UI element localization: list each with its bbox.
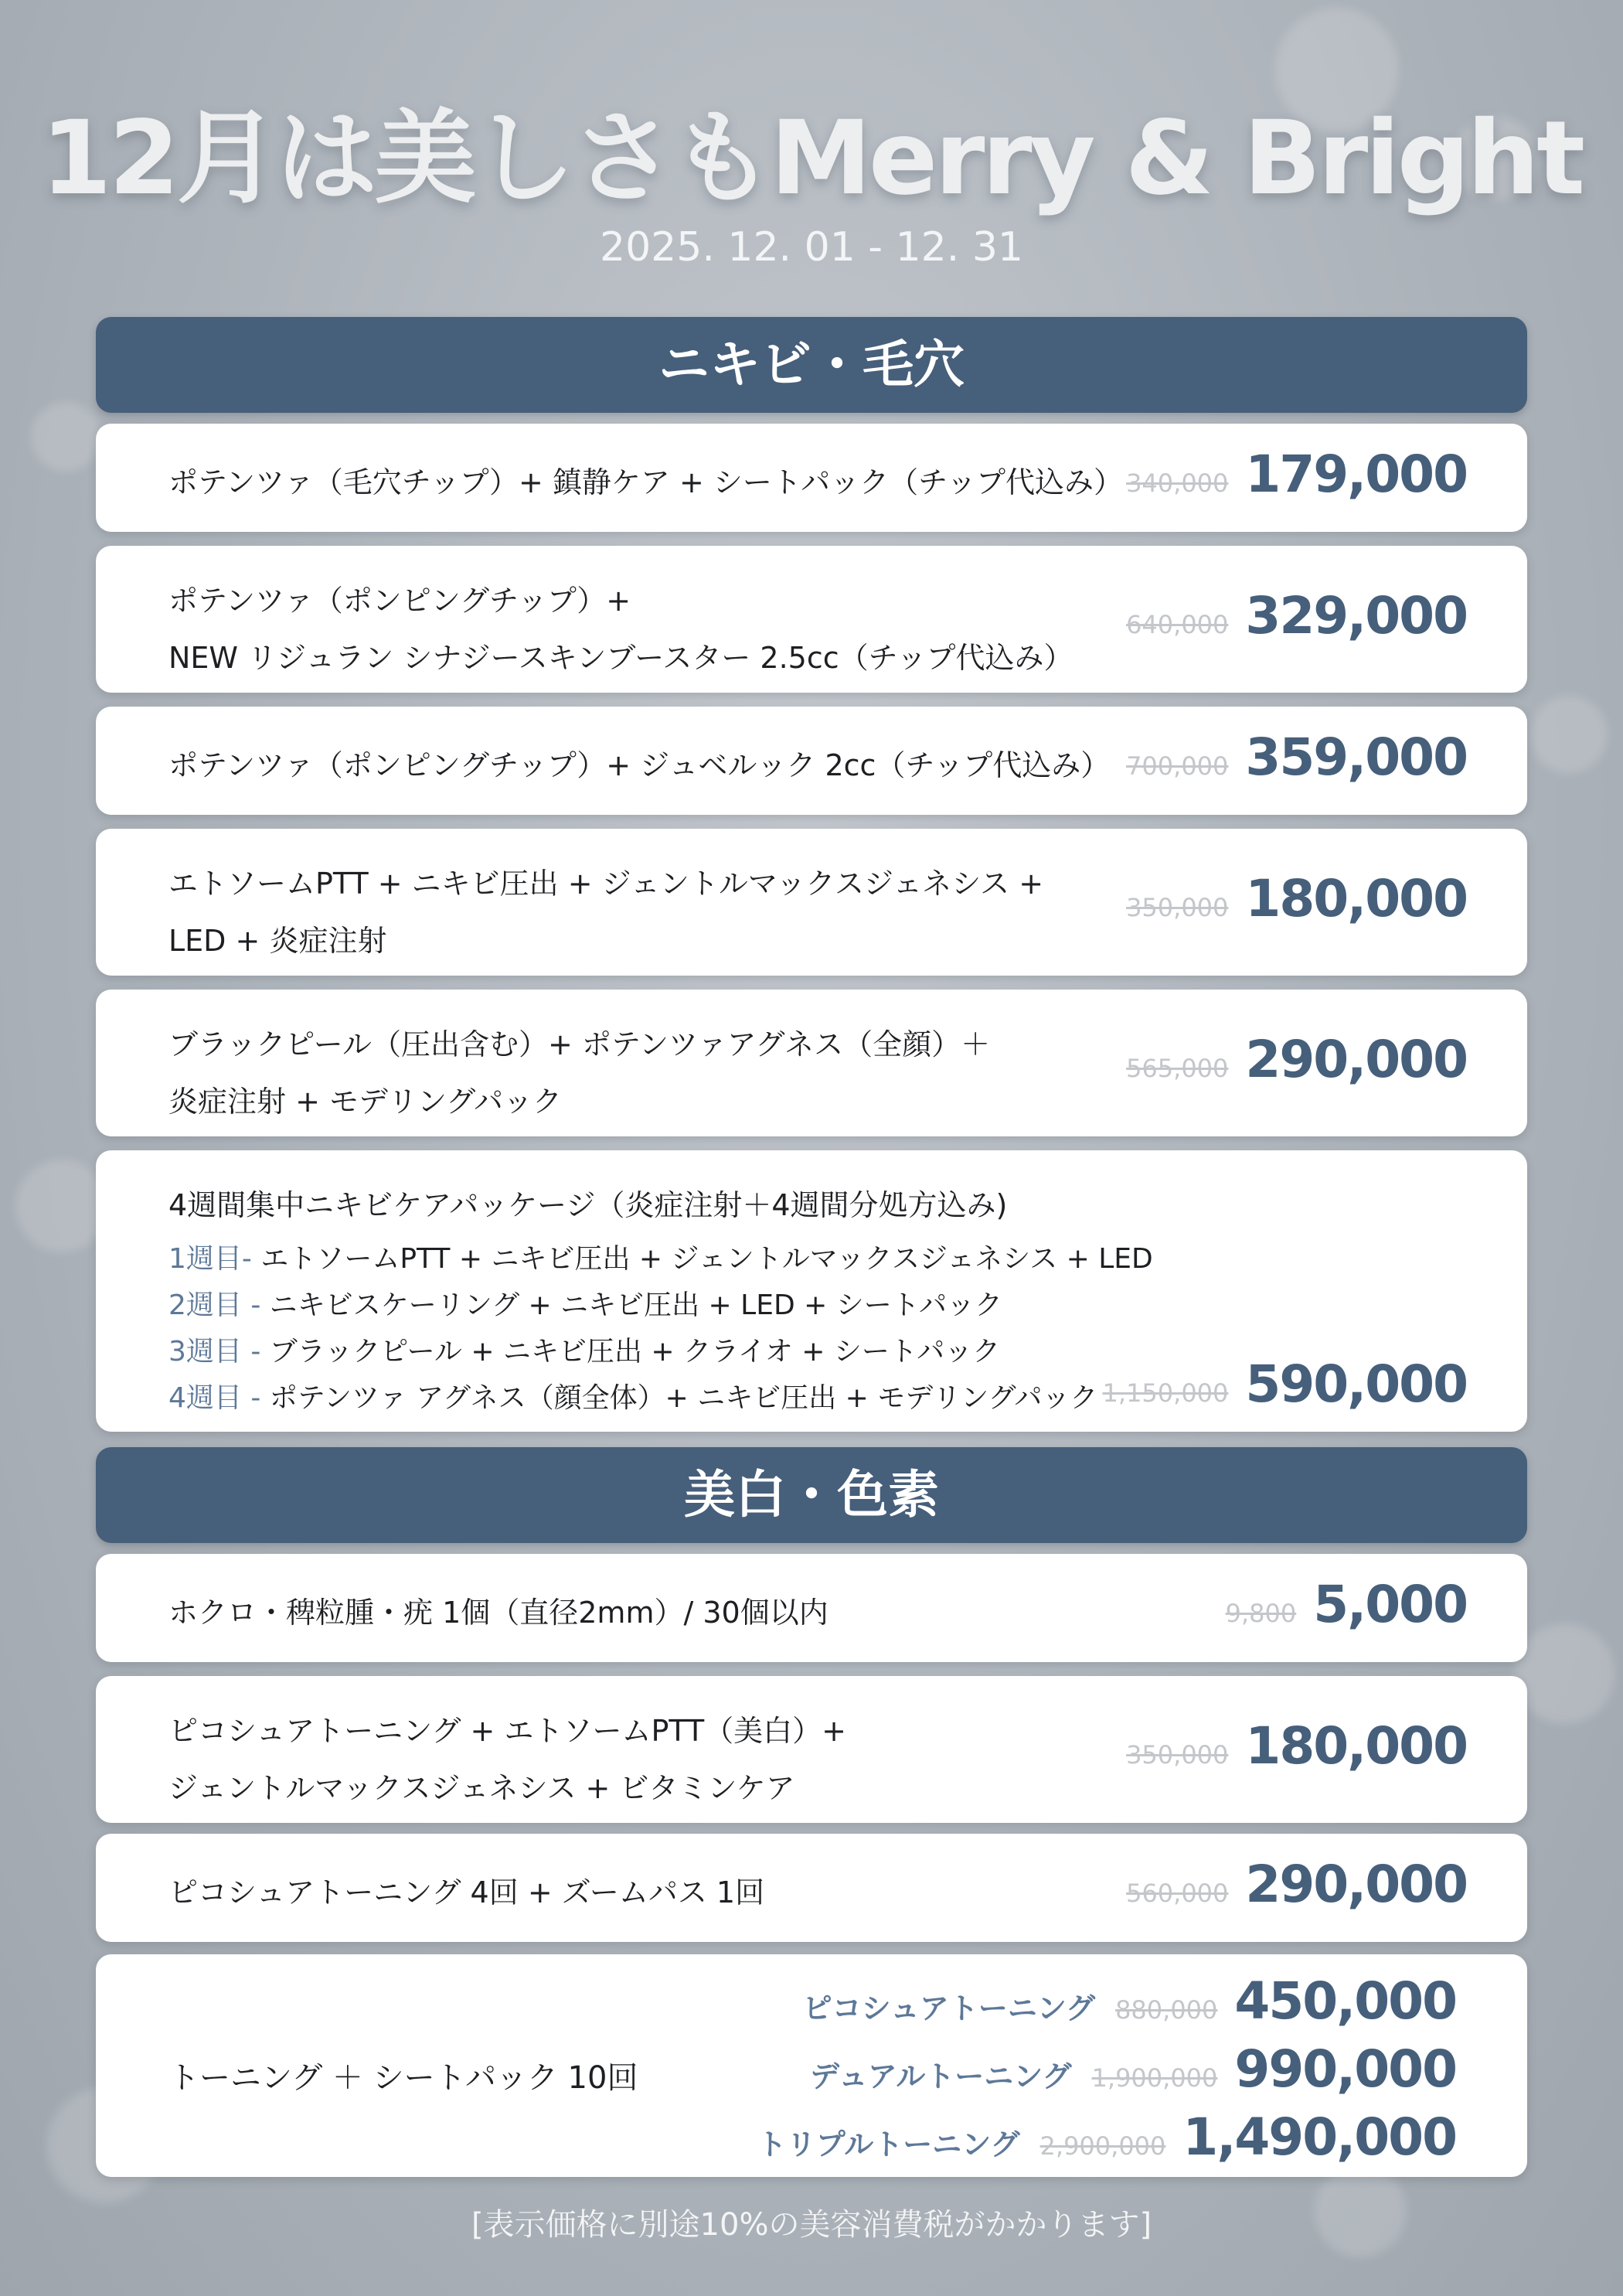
toning-label: トーニング ＋ シートパック 10回 (168, 2060, 638, 2096)
price-group (1126, 1030, 1467, 1089)
item-description-line-2: 炎症注射 + モデリングパック (168, 1085, 562, 1119)
sale-price: 450,000 (1234, 1971, 1456, 2031)
section-heading-acne-pores: ニキビ・毛穴 (96, 317, 1527, 413)
week-text: エトソームPTT + ニキビ圧出 + ジェントルマックスジェネシス + LED (251, 1243, 1153, 1275)
sale-price: 359,000 (1245, 727, 1467, 787)
toning-card (96, 1954, 1527, 2177)
item-description: ホクロ・稗粒腫・疣 1個（直径2mm）/ 30個以内 (168, 1596, 829, 1630)
week-label: 2週目 - (168, 1289, 261, 1321)
week-row (168, 1283, 1002, 1323)
original-price: 350,000 (1126, 1740, 1229, 1770)
original-price: 340,000 (1126, 468, 1229, 498)
toning-option (757, 2107, 1456, 2167)
sale-price: 180,000 (1245, 1716, 1467, 1776)
original-price: 1,900,000 (1091, 2063, 1218, 2093)
item-description-line-1: ポテンツァ（ポンピングチップ）+ (168, 584, 631, 618)
week-row (168, 1330, 1000, 1369)
week-row (168, 1376, 1097, 1415)
item-description-line-2: NEW リジュラン シナジースキンブースター 2.5cc（チップ代込み） (168, 641, 1073, 675)
price-group (1226, 1575, 1467, 1634)
menu-item (96, 1834, 1527, 1942)
price-group (1126, 1716, 1467, 1776)
sale-price: 290,000 (1245, 1855, 1467, 1914)
package-card (96, 1150, 1527, 1432)
menu-item (96, 1554, 1527, 1662)
item-description-line-2: ジェントルマックスジェネシス + ビタミンケア (168, 1771, 795, 1805)
sale-price: 290,000 (1245, 1030, 1467, 1089)
toning-option-name: ピコシュアトーニング (802, 1991, 1096, 2025)
week-text: ブラックピール + ニキビ圧出 + クライオ + シートパック (260, 1336, 1001, 1368)
item-description: ポテンツァ（毛穴チップ）+ 鎮静ケア + シートパック（チップ代込み） (168, 465, 1123, 499)
item-description-line-1: ピコシュアトーニング + エトソームPTT（美白）+ (168, 1714, 846, 1748)
item-description-line-1: ブラックピール（圧出含む）+ ポテンツァアグネス（全顔）＋ (168, 1027, 991, 1061)
menu-item (96, 707, 1527, 815)
original-price: 565,000 (1126, 1054, 1229, 1083)
toning-option (803, 1971, 1456, 2031)
week-label: 3週目 - (168, 1336, 261, 1368)
week-label: 1週目- (168, 1243, 252, 1275)
original-price: 2,900,000 (1039, 2131, 1166, 2161)
page-title: 12月は美しさもMerry & Bright (40, 99, 1583, 218)
menu-item (96, 829, 1527, 976)
toning-option-name: デュアルトーニング (809, 2059, 1072, 2093)
original-price: 560,000 (1126, 1879, 1229, 1908)
toning-option-name: トリプルトーニング (757, 2127, 1020, 2161)
week-text: ニキビスケーリング + ニキビ圧出 + LED + シートパック (260, 1289, 1003, 1321)
price-group (1126, 586, 1467, 646)
date-range: 2025. 12. 01 - 12. 31 (599, 224, 1023, 271)
toning-option (810, 2039, 1456, 2099)
week-row (168, 1237, 1153, 1276)
sale-price: 1,490,000 (1182, 2107, 1456, 2167)
sale-price: 590,000 (1245, 1354, 1467, 1414)
item-description: ピコシュアトーニング 4回 + ズームパス 1回 (168, 1875, 765, 1909)
item-description: ポテンツァ（ポンピングチップ）+ ジュベルック 2cc（チップ代込み） (168, 748, 1111, 782)
price-group (1126, 1855, 1467, 1914)
price-group (1126, 869, 1467, 928)
section-heading-whitening-pigment: 美白・色素 (96, 1447, 1527, 1543)
original-price: 350,000 (1126, 893, 1229, 922)
sale-price: 5,000 (1313, 1575, 1467, 1634)
price-group (1126, 445, 1467, 504)
tax-footnote: [表示価格に別途10%の美容消費税がかかります] (471, 2207, 1152, 2243)
week-label: 4週目 - (168, 1382, 261, 1414)
original-price: 700,000 (1126, 751, 1229, 781)
price-group (1103, 1354, 1467, 1414)
sale-price: 990,000 (1234, 2039, 1456, 2099)
sale-price: 180,000 (1245, 869, 1467, 928)
item-description-line-1: エトソームPTT + ニキビ圧出 + ジェントルマックスジェネシス + (168, 867, 1044, 901)
menu-item (96, 990, 1527, 1136)
original-price: 1,150,000 (1102, 1378, 1229, 1408)
package-title: 4週間集中ニキビケアパッケージ（炎症注射＋4週間分処方込み) (168, 1188, 1008, 1222)
sale-price: 179,000 (1245, 445, 1467, 504)
original-price: 880,000 (1115, 1995, 1218, 2025)
week-text: ポテンツァ アグネス（顔全体）+ ニキビ圧出 + モデリングパック (260, 1382, 1098, 1414)
sale-price: 329,000 (1245, 586, 1467, 646)
original-price: 9,800 (1225, 1599, 1297, 1628)
menu-item (96, 424, 1527, 532)
item-description-line-2: LED + 炎症注射 (168, 924, 387, 958)
price-group (1126, 727, 1467, 787)
menu-item (96, 546, 1527, 693)
original-price: 640,000 (1126, 610, 1229, 639)
menu-item (96, 1676, 1527, 1823)
